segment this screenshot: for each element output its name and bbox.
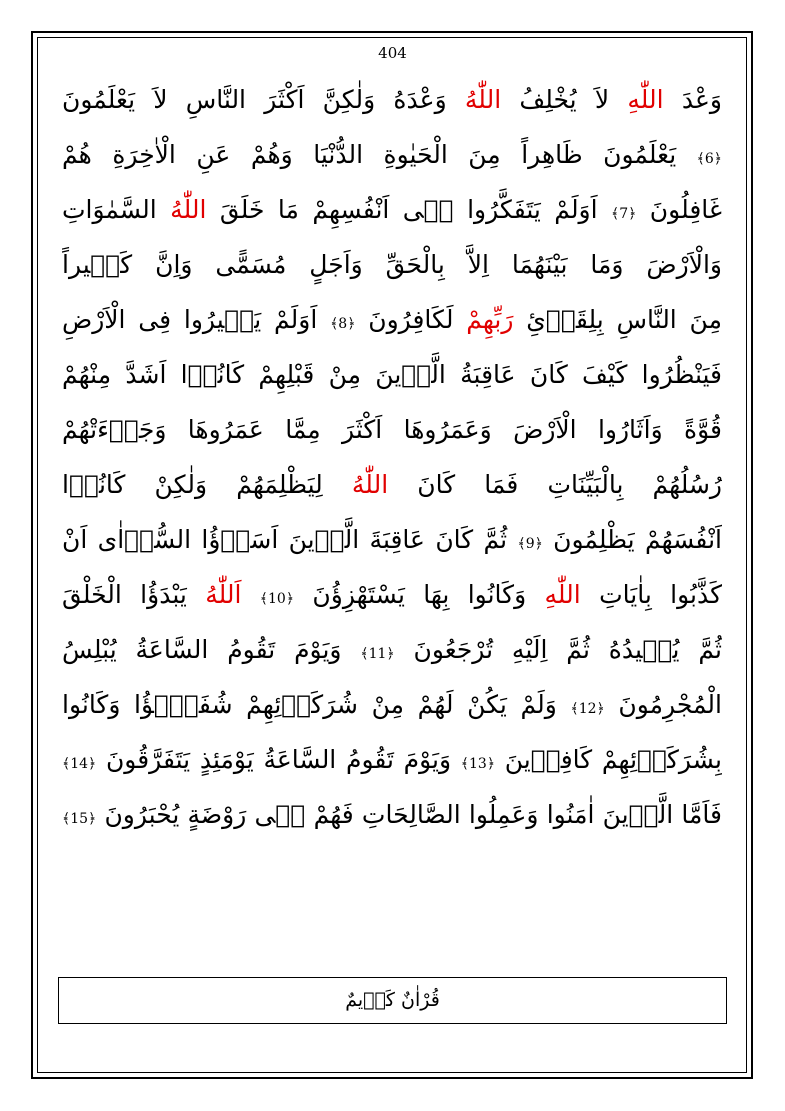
ayah-number-marker: ﴿7﴾: [611, 206, 637, 222]
ayah-number-marker: ﴿8﴾: [330, 316, 356, 332]
ayah-number-marker: ﴿11﴾: [360, 646, 395, 662]
text-line: ثُمَّ يُعٖيدُهُ ثُمَّ اِلَيْهِ تُرْجَعُونَ ﴿11﴾ وَيَوْمَ تَقُومُ السَّاعَةُ يُبْلِسُ: [62, 635, 722, 664]
ayah-number-marker: ﴿13﴾: [460, 756, 496, 772]
footer-title: قُرْاٰنٌ كَرٖيمٌ: [345, 989, 440, 1011]
text-line: فَاَمَّا الَّذٖينَ اٰمَنُوا وَعَمِلُوا الصَّالِحَاتِ فَهُمْ فٖى رَوْضَةٍ يُحْبَرُونَ ﴿15﴾: [62, 800, 722, 829]
text-line: اَنْفُسَهُمْ يَظْلِمُونَ ﴿9﴾ ثُمَّ كَانَ عَاقِبَةَ الَّذٖينَ اَسَاۤؤُا السُّوۤاٰى اَنْ: [62, 525, 722, 554]
text-line: رُسُلُهُمْ بِالْبَيِّنَاتِ فَمَا كَانَ اللّٰهُ لِيَظْلِمَهُمْ وَلٰكِنْ كَانُوۤا: [62, 470, 722, 499]
ayah-number-marker: ﴿15﴾: [62, 811, 97, 827]
ayah-number-marker: ﴿9﴾: [517, 536, 543, 552]
ayah-number-marker: ﴿12﴾: [570, 701, 605, 717]
footer-title-box: [58, 977, 727, 1024]
divine-name-highlight: رَبِّهِمْ: [466, 305, 514, 334]
text-line: الْمُجْرِمُونَ ﴿12﴾ وَلَمْ يَكُنْ لَهُمْ مِنْ شُرَكَاۤئِهِمْ شُفَعٰۤؤُا وَكَانُوا: [62, 690, 722, 719]
text-line: بِشُرَكَاۤئِهِمْ كَافِرٖينَ ﴿13﴾ وَيَوْمَ تَقُومُ السَّاعَةُ يَوْمَئِذٍ يَتَفَرَّقُونَ ﴿14﴾: [62, 745, 722, 774]
page-number: 404: [378, 44, 407, 62]
text-line: كَذَّبُوا بِاٰيَاتِ اللّٰهِ وَكَانُوا بِهَا يَسْتَهْزِؤُنَ ﴿10﴾ اَللّٰهُ يَبْدَؤُا الْخَلْقَ: [62, 580, 722, 609]
quran-text-block: [62, 72, 722, 842]
ayah-number-marker: ﴿6﴾: [696, 151, 722, 167]
divine-name-highlight: اللّٰهُ: [351, 470, 389, 499]
divine-name-highlight: اللّٰهِ: [544, 580, 581, 609]
text-line: وَعْدَ اللّٰهِ لاَ يُخْلِفُ اللّٰهُ وَعْدَهُ وَلٰكِنَّ اَكْثَرَ النَّاسِ لاَ يَعْلَمُونَ: [62, 85, 722, 114]
ayah-number-marker: ﴿10﴾: [259, 591, 295, 607]
text-line: قُوَّةً وَاَثَارُوا الْاَرْضَ وَعَمَرُوهَا اَكْثَرَ مِمَّا عَمَرُوهَا وَجَاۤءَتْهُمْ: [62, 415, 722, 444]
text-line: وَالْاَرْضَ وَمَا بَيْنَهُمَا اِلاَّ بِالْحَقِّ وَاَجَلٍ مُسَمًّى وَاِنَّ كَثٖيراً: [62, 250, 722, 279]
ayah-number-marker: ﴿14﴾: [62, 756, 97, 772]
text-line: مِنَ النَّاسِ بِلِقَاۤئِ رَبِّهِمْ لَكَافِرُونَ ﴿8﴾ اَوَلَمْ يَسٖيرُوا فِى الْاَرْضِ: [62, 305, 722, 334]
divine-name-highlight: اللّٰهُ: [464, 85, 502, 114]
divine-name-highlight: اللّٰهِ: [627, 85, 664, 114]
text-line: فَيَنْظُرُوا كَيْفَ كَانَ عَاقِبَةُ الَّذٖينَ مِنْ قَبْلِهِمْ كَانُوۤا اَشَدَّ مِنْهُمْ: [62, 360, 722, 389]
text-line: ﴿6﴾ يَعْلَمُونَ ظَاهِراً مِنَ الْحَيٰوةِ الدُّنْيَا وَهُمْ عَنِ الْاٰخِرَةِ هُمْ: [62, 140, 722, 169]
divine-name-highlight: اللّٰهُ: [170, 195, 207, 224]
divine-name-highlight: اَللّٰهُ: [205, 580, 242, 609]
text-line: غَافِلُونَ ﴿7﴾ اَوَلَمْ يَتَفَكَّرُوا فٖى اَنْفُسِهِمْ مَا خَلَقَ اللّٰهُ السَّمٰوَاتِ: [62, 195, 722, 224]
